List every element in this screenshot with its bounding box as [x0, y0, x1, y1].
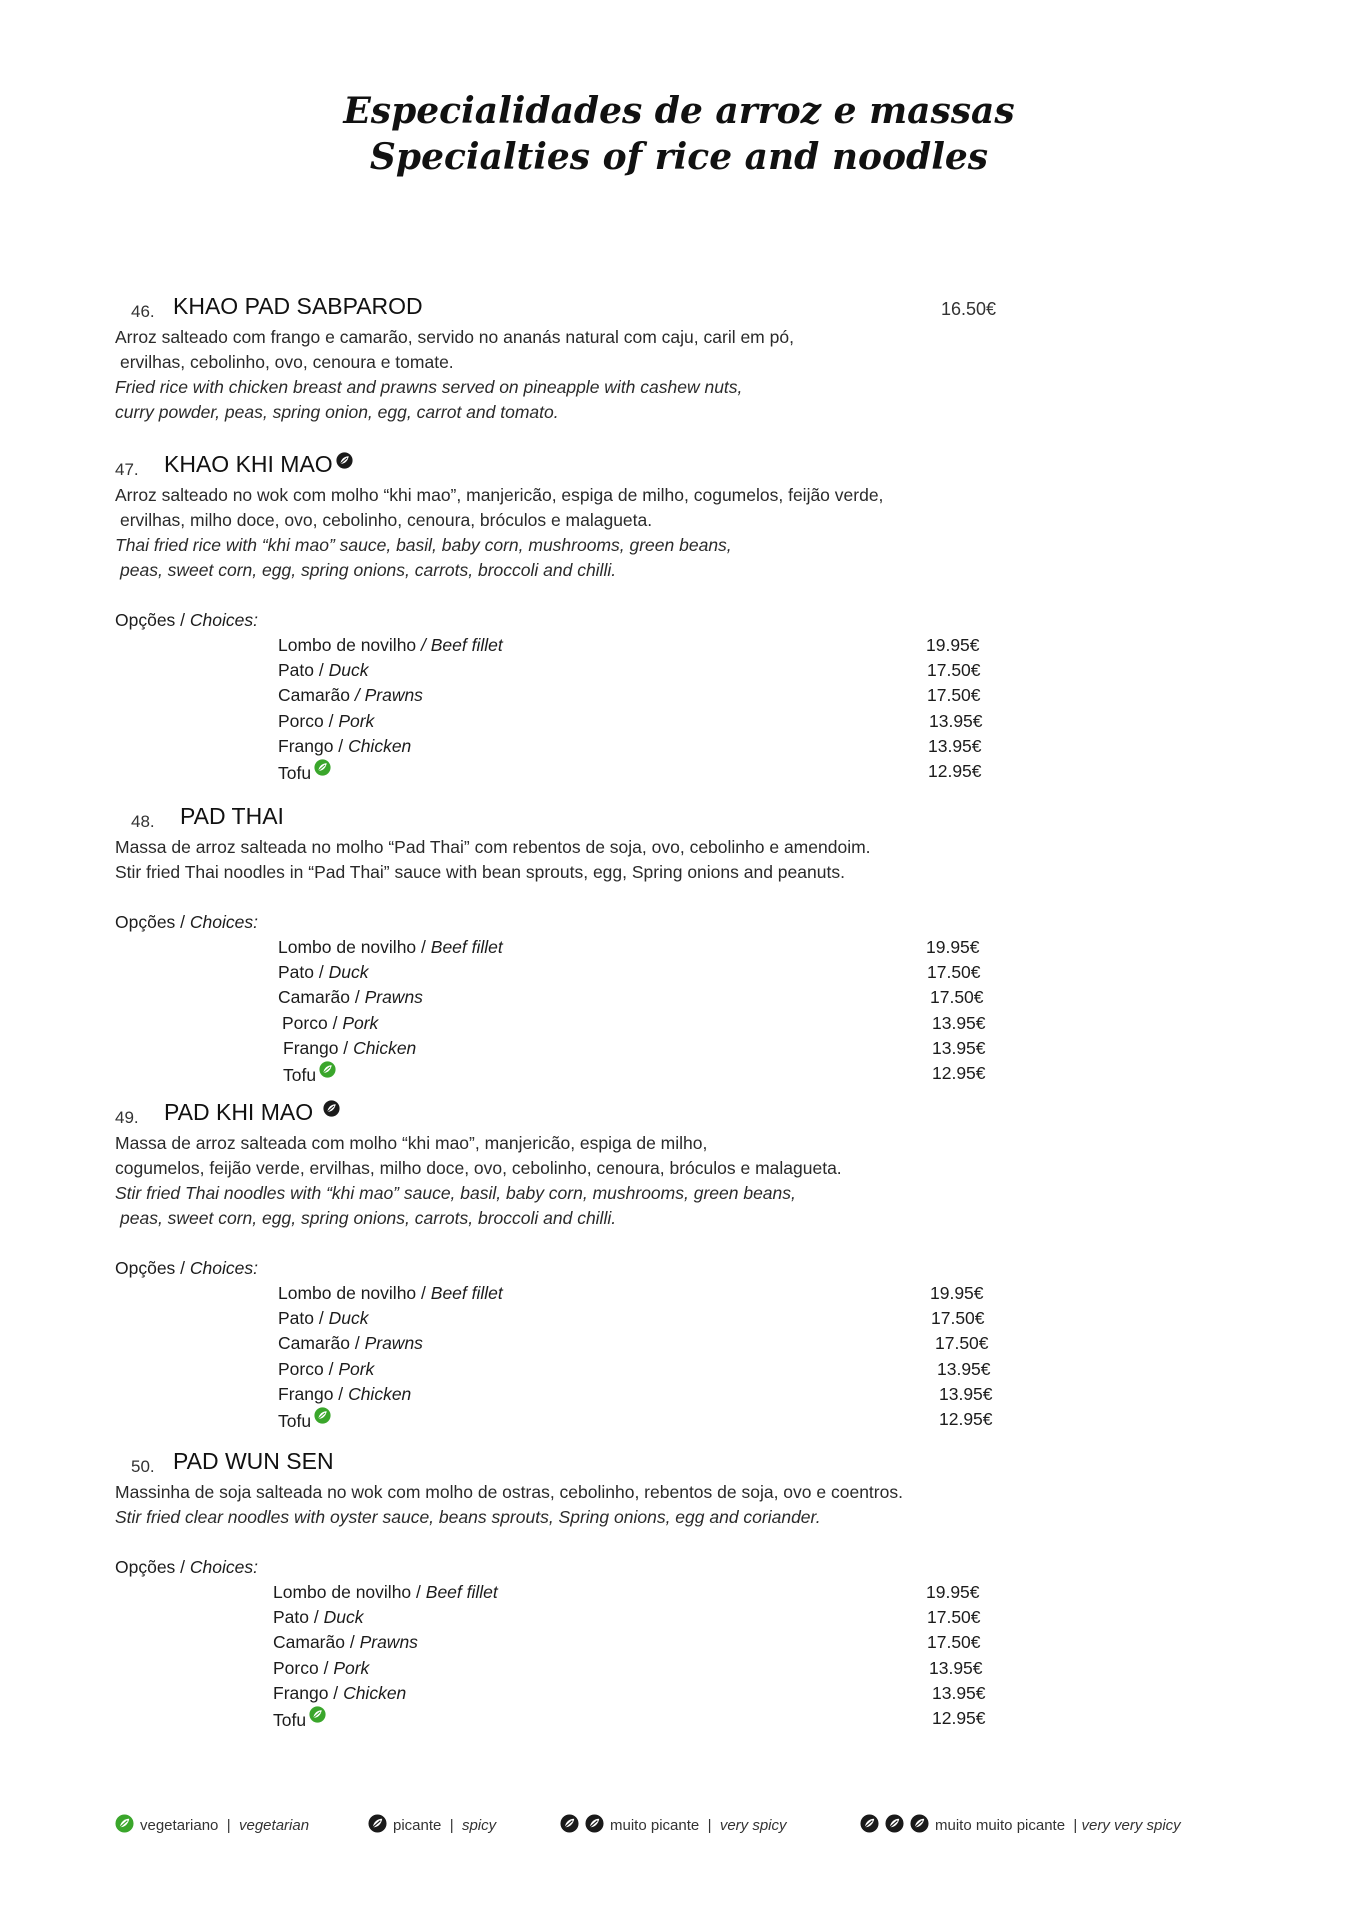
desc-en-line: Stir fried Thai noodles with “khi mao” sauce, basil, baby corn, mushrooms, green beans,: [115, 1183, 796, 1203]
option-label: [278, 658, 368, 683]
item-name-wrap: [164, 1099, 340, 1126]
vegetarian-icon: [115, 1814, 134, 1833]
page-title: [0, 88, 1358, 180]
desc-pt-line: ervilhas, milho doce, ovo, cebolinho, cenoura, bróculos e malagueta.: [120, 510, 653, 530]
option-row: [115, 1706, 1015, 1731]
legend: [115, 1812, 1265, 1842]
option-row: [115, 759, 1015, 784]
label-text: Opções /: [115, 1258, 186, 1278]
option-label: [278, 960, 368, 985]
menu-item-50: [115, 1446, 1015, 1731]
option-label: [278, 1306, 368, 1331]
choices-label: [115, 1256, 1015, 1281]
option-row: [115, 985, 1015, 1010]
item-name: PAD KHI MAO: [164, 1099, 314, 1125]
option-row: [115, 1281, 1015, 1306]
option-label: [278, 985, 423, 1010]
option-label: Pato /: [278, 962, 324, 983]
label-text: muito muito picante: [935, 1817, 1066, 1834]
option-price: 19.95€: [930, 1283, 984, 1303]
desc-pt-line: Massinha de soja salteada no wok com molho de ostras, cebolinho, rebentos de soja, ovo e coentros.: [115, 1482, 903, 1502]
spicy-icon: [336, 452, 353, 469]
option-price: 17.50€: [927, 660, 981, 681]
option-row: [115, 1630, 1015, 1655]
label-text: |: [226, 1817, 231, 1834]
option-label: Chicken: [348, 1383, 412, 1404]
desc-pt-line: Arroz salteado no wok com molho “khi mao”, manjericão, espiga de milho, cogumelos, feijão verde,: [115, 485, 884, 505]
option-label: [278, 935, 503, 960]
spicy-icon: [585, 1814, 604, 1833]
title-pt: Especialidades de arroz e massas: [343, 90, 1015, 132]
label-text: vegetarian: [239, 1817, 310, 1834]
option-label: Camarão: [278, 685, 350, 706]
option-label: Pork: [338, 710, 375, 731]
option-label: Tofu: [273, 1709, 307, 1730]
options-list: [115, 633, 1015, 784]
option-row: [115, 633, 1015, 658]
spicy-icon: [910, 1814, 929, 1833]
spacer: [115, 1231, 1015, 1256]
item-number: 50.: [131, 1457, 155, 1476]
label-text: Opções /: [115, 610, 186, 630]
option-label: Porco /: [278, 1358, 334, 1379]
option-label: [278, 734, 411, 759]
label-text: |: [449, 1817, 454, 1834]
option-label: [273, 1580, 498, 1605]
option-label: Frango /: [283, 1037, 349, 1058]
option-price: 13.95€: [932, 1682, 986, 1703]
label-text: vegetariano: [140, 1817, 219, 1834]
option-label: Frango /: [273, 1682, 339, 1703]
option-price: 13.95€: [932, 1012, 986, 1033]
option-label: Frango /: [278, 1383, 344, 1404]
desc-line: Stir fried Thai noodles in “Pad Thai” sauce with bean sprouts, egg, Spring onions and peanuts.: [115, 862, 845, 882]
option-price: 19.95€: [926, 937, 980, 957]
option-row: [115, 1357, 1015, 1382]
option-label: Beef fillet: [430, 1283, 503, 1303]
option-price: 12.95€: [932, 1707, 986, 1728]
desc-en-line: curry powder, peas, spring onion, egg, carrot and tomato.: [115, 402, 559, 422]
option-row: [115, 1011, 1015, 1036]
item-price: 16.50€: [941, 299, 997, 319]
option-label: Prawns: [364, 1333, 423, 1354]
option-label: Lombo de novilho: [278, 635, 417, 655]
option-label: Camarão /: [273, 1632, 355, 1653]
option-price: 13.95€: [929, 1657, 983, 1678]
option-label: [278, 683, 423, 708]
option-label: Pork: [333, 1657, 370, 1678]
vegetarian-icon: [319, 1061, 336, 1078]
option-label: Tofu: [278, 1410, 312, 1431]
choices-label: [115, 1555, 1015, 1580]
option-price: 19.95€: [926, 1582, 980, 1602]
option-label: Duck: [328, 1308, 369, 1329]
option-label: Lombo de novilho /: [273, 1582, 421, 1602]
option-label: Chicken: [348, 735, 412, 756]
spicy-icon: [560, 1814, 579, 1833]
label-text: spicy: [461, 1817, 497, 1834]
item-number: 46.: [131, 302, 155, 321]
option-label: Beef fillet: [425, 1582, 498, 1602]
label-text: muito picante: [610, 1817, 700, 1834]
option-price: 13.95€: [939, 1383, 993, 1404]
option-row: [115, 1605, 1015, 1630]
spicy-icon: [368, 1814, 387, 1833]
option-label: Beef fillet: [430, 937, 503, 957]
option-label: [278, 759, 331, 786]
desc-pt-line: Massa de arroz salteada no molho “Pad Thai” com rebentos de soja, ovo, cebolinho e amendoim.: [115, 837, 871, 857]
option-row: [115, 1580, 1015, 1605]
label-text: very spicy: [719, 1817, 787, 1834]
option-price: 12.95€: [928, 760, 982, 781]
spacer: [115, 583, 1015, 608]
option-label: Pato /: [273, 1607, 319, 1628]
desc-pt-line: Arroz salteado com frango e camarão, servido no ananás natural com caju, caril em pó,: [115, 327, 794, 347]
option-label: Pork: [338, 1358, 375, 1379]
option-price: 17.50€: [927, 685, 981, 706]
legend-very-spicy: [560, 1812, 787, 1840]
desc-en-line: Thai fried rice with “khi mao” sauce, basil, baby corn, mushrooms, green beans,: [115, 535, 732, 555]
menu-item-48: [115, 801, 1015, 1086]
option-label: [273, 1630, 418, 1655]
option-label: Pork: [342, 1012, 379, 1033]
option-label: Prawns: [364, 987, 423, 1008]
option-row: [115, 960, 1015, 985]
option-label: Chicken: [353, 1037, 417, 1058]
option-row: [115, 683, 1015, 708]
legend-vegetarian: [115, 1812, 309, 1840]
desc-en-line: Stir fried clear noodles with oyster sauce, beans sprouts, Spring onions, egg and coriander.: [115, 1507, 821, 1527]
option-label: Lombo de novilho /: [278, 937, 426, 957]
option-label: Porco /: [273, 1657, 329, 1678]
option-label: Chicken: [343, 1682, 407, 1703]
option-row: [115, 1656, 1015, 1681]
option-price: 12.95€: [932, 1062, 986, 1083]
option-price: 13.95€: [932, 1037, 986, 1058]
option-label: Duck: [328, 660, 369, 681]
item-number: 47.: [115, 460, 139, 479]
vegetarian-icon: [314, 759, 331, 776]
choices-label: [115, 608, 1015, 633]
item-number: 48.: [131, 812, 155, 831]
option-label: [278, 1357, 374, 1382]
option-label: Porco /: [282, 1012, 338, 1033]
option-label: / Prawns: [354, 685, 423, 706]
item-name: KHAO PAD SABPAROD: [173, 293, 423, 319]
item-name: PAD WUN SEN: [173, 1448, 334, 1474]
option-label: [283, 1036, 416, 1061]
item-number: 49.: [115, 1108, 139, 1127]
label-text: Choices:: [189, 610, 259, 630]
option-label: [273, 1656, 369, 1681]
spicy-icon: [860, 1814, 879, 1833]
desc-pt-line: ervilhas, cebolinho, ovo, cenoura e tomate.: [120, 352, 454, 372]
item-name: PAD THAI: [180, 803, 284, 829]
option-price: 17.50€: [927, 1632, 981, 1653]
label-text: Choices:: [189, 1258, 259, 1278]
menu-item-49: [115, 1097, 1015, 1432]
option-price: 13.95€: [929, 710, 983, 731]
option-price: 19.95€: [926, 635, 980, 655]
option-label: Duck: [323, 1607, 364, 1628]
option-label: [273, 1706, 326, 1733]
option-row: [115, 1306, 1015, 1331]
option-price: 17.50€: [935, 1333, 989, 1354]
option-row: [115, 1331, 1015, 1356]
option-label: Duck: [328, 962, 369, 983]
desc-en-line: peas, sweet corn, egg, spring onions, carrots, broccoli and chilli.: [120, 560, 617, 580]
option-row: [115, 734, 1015, 759]
item-name: KHAO KHI MAO: [164, 451, 333, 477]
option-price: 17.50€: [931, 1308, 985, 1329]
option-row: [115, 1407, 1015, 1432]
option-price: 17.50€: [927, 962, 981, 983]
label-text: Choices:: [189, 912, 259, 932]
option-price: 17.50€: [927, 1607, 981, 1628]
option-label: [283, 1061, 336, 1088]
option-label: Porco /: [278, 710, 334, 731]
option-row: [115, 1382, 1015, 1407]
label-text: Opções /: [115, 912, 186, 932]
option-label: Frango /: [278, 735, 344, 756]
option-label: Tofu: [278, 762, 312, 783]
label-text: |: [1073, 1817, 1078, 1834]
menu-item-46: [115, 291, 1015, 425]
options-list: [115, 935, 1015, 1086]
option-label: / Beef fillet: [421, 635, 503, 655]
label-text: picante: [393, 1817, 442, 1834]
spacer: [115, 1530, 1015, 1555]
spicy-icon: [885, 1814, 904, 1833]
option-label: Pato /: [278, 660, 324, 681]
desc-en-line: peas, sweet corn, egg, spring onions, carrots, broccoli and chilli.: [120, 1208, 617, 1228]
desc-en-line: Fried rice with chicken breast and prawns served on pineapple with cashew nuts,: [115, 377, 743, 397]
option-row: [115, 1036, 1015, 1061]
item-name-wrap: [164, 451, 353, 478]
legend-very-very-spicy: [860, 1812, 1181, 1840]
option-price: 17.50€: [930, 987, 984, 1008]
vegetarian-icon: [309, 1706, 326, 1723]
legend-spicy: [368, 1812, 496, 1840]
desc-pt-line: cogumelos, feijão verde, ervilhas, milho doce, ovo, cebolinho, cenoura, bróculos e malagueta.: [115, 1158, 842, 1178]
option-label: [282, 1011, 378, 1036]
spicy-icon: [323, 1100, 340, 1117]
option-label: [273, 1605, 363, 1630]
option-label: [278, 1331, 423, 1356]
option-label: Tofu: [283, 1064, 317, 1085]
option-label: Lombo de novilho /: [278, 1283, 426, 1303]
vegetarian-icon: [314, 1407, 331, 1424]
label-text: Choices:: [189, 1557, 259, 1577]
option-row: [115, 709, 1015, 734]
option-price: 12.95€: [939, 1408, 993, 1429]
label-text: Opções /: [115, 1557, 186, 1577]
spacer: [115, 885, 1015, 910]
choices-label: [115, 910, 1015, 935]
option-label: [278, 1281, 503, 1306]
options-list: [115, 1281, 1015, 1432]
option-label: [278, 633, 503, 658]
option-label: [273, 1681, 406, 1706]
option-row: [115, 1061, 1015, 1086]
option-row: [115, 658, 1015, 683]
desc-pt-line: Massa de arroz salteada com molho “khi mao”, manjericão, espiga de milho,: [115, 1133, 708, 1153]
option-price: 13.95€: [928, 735, 982, 756]
options-list: [115, 1580, 1015, 1731]
option-label: Camarão /: [278, 1333, 360, 1354]
label-text: very very spicy: [1081, 1817, 1181, 1834]
title-en: Specialties of rice and noodles: [369, 136, 989, 178]
menu-item-47: [115, 449, 1015, 784]
option-label: [278, 1407, 331, 1434]
option-label: Pato /: [278, 1308, 324, 1329]
option-row: [115, 935, 1015, 960]
option-label: [278, 1382, 411, 1407]
option-row: [115, 1681, 1015, 1706]
option-label: [278, 709, 374, 734]
option-label: Camarão /: [278, 987, 360, 1008]
option-price: 13.95€: [937, 1358, 991, 1379]
label-text: |: [707, 1817, 712, 1834]
option-label: Prawns: [359, 1632, 418, 1653]
